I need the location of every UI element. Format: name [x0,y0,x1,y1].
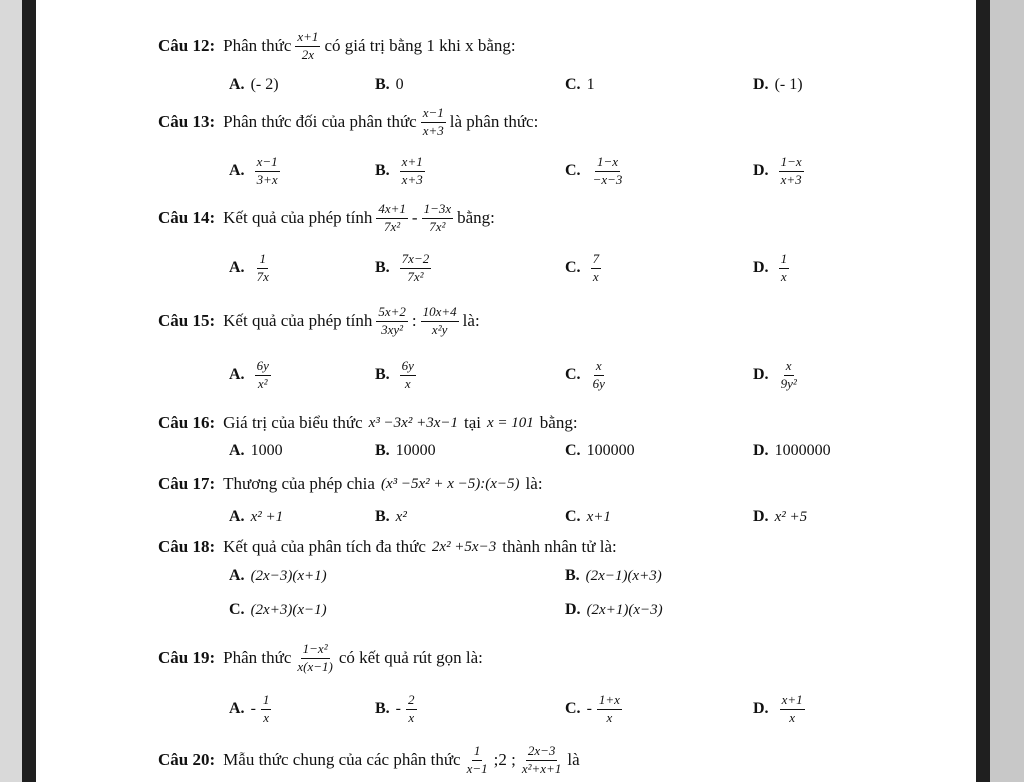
denominator: x [592,268,599,284]
fraction [421,305,459,338]
question-stem-end: có giá trị bằng 1 khi x bằng: [324,36,516,56]
option-b[interactable] [375,155,429,188]
question-12 [158,30,516,63]
denominator: 7x² [384,218,401,234]
option-label: C. [565,76,581,93]
option-text: (- 2) [250,76,279,93]
option-label: D. [565,601,581,618]
denominator: x−1 [466,760,488,776]
numerator: x−1 [255,155,280,172]
question-number: Câu 13: [158,112,216,132]
option-label: A. [229,700,245,718]
option-text: x² +1 [250,508,284,525]
option-label: D. [753,366,769,384]
question-stem: Kết quả của phân tích đa thức [223,537,426,556]
option-a[interactable] [229,359,275,392]
option-c[interactable] [565,693,626,726]
math-expression: 2x² +5x−3 [431,538,497,555]
question-19 [158,642,483,675]
option-text: (- 1) [774,76,803,93]
fraction [255,252,271,285]
denominator: 2x [301,46,315,62]
question-stem: Kết quả của phép tính [223,311,373,331]
option-label: A. [229,76,245,93]
numerator: 1 [472,744,483,761]
denominator: x [780,268,787,284]
question-20 [158,744,580,777]
numerator: 1+x [597,693,622,710]
denominator: 3xy² [381,321,404,337]
option-label: C. [565,442,581,459]
numerator: x [784,359,794,376]
question-stem: Giá trị của biểu thức [223,413,363,432]
question-number: Câu 15: [158,311,216,331]
denominator: x [789,709,795,725]
option-d[interactable] [565,601,663,619]
question-stem-end: bằng: [539,413,578,432]
fraction [597,693,622,726]
operator: - [411,208,418,228]
question-stem: Thương của phép chia [223,474,375,493]
numerator: 7 [591,252,602,269]
option-text: (2x+3)(x−1) [250,601,327,618]
numerator: 7x−2 [400,252,432,269]
option-label: C. [565,366,581,384]
numerator: 6y [400,359,416,376]
document-page [36,0,976,782]
operator: : [411,311,417,331]
option-a[interactable] [229,508,283,526]
fraction [376,202,408,235]
option-label: B. [375,442,390,459]
denominator: x [263,709,270,725]
right-window-edge [990,0,1024,782]
math-expression: x³ −3x² +3x−1 [368,414,458,431]
numerator: x+1 [295,30,320,47]
option-label: A. [229,508,245,525]
fraction [295,642,334,675]
option-c[interactable] [565,442,635,460]
numerator: 1−x [595,155,620,172]
option-label: A. [229,162,245,180]
option-label: D. [753,700,769,718]
denominator: x(x−1) [297,658,333,674]
option-label: A. [229,366,245,384]
denominator: 7x² [429,218,446,234]
denominator: 7x² [407,268,424,284]
option-label: D. [753,508,769,525]
denominator: x² [257,375,268,391]
option-c[interactable] [565,76,595,94]
left-window-edge [0,0,22,782]
fraction [255,359,271,392]
question-14 [158,202,495,235]
numerator: 4x+1 [376,202,408,219]
question-16 [158,413,578,433]
denominator: −x−3 [592,171,623,187]
fraction [779,155,804,188]
option-d[interactable] [753,155,808,188]
question-number: Câu 17: [158,474,216,493]
fraction [520,744,563,777]
question-stem-end: bằng: [457,208,495,228]
option-d[interactable] [753,693,809,726]
option-d[interactable] [753,76,803,94]
option-d[interactable] [753,442,831,460]
denominator: x [606,709,613,725]
question-stem-end: thành nhân tử là: [502,537,617,556]
denominator: 7x [256,268,269,284]
numerator: 1 [779,252,790,269]
option-text: 100000 [586,442,635,459]
option-c[interactable] [229,601,327,619]
option-c[interactable] [565,155,628,188]
question-number: Câu 19: [158,648,216,668]
option-label: B. [565,567,580,584]
question-number: Câu 18: [158,537,216,556]
option-label: A. [229,442,245,459]
option-a[interactable] [229,567,327,585]
numerator: 1−3x [422,202,454,219]
denominator: x²y [431,321,448,337]
numerator: 1 [261,693,272,710]
separator: ;2 ; [493,750,516,770]
option-label: B. [375,700,390,718]
fraction [295,30,320,63]
numerator: 10x+4 [421,305,459,322]
option-label: B. [375,366,390,384]
option-b[interactable] [375,359,420,392]
option-text: 10000 [395,442,436,459]
option-text: x+1 [586,508,611,525]
question-13 [158,106,538,139]
option-text: (2x+1)(x−3) [586,601,663,618]
option-label: B. [375,508,390,525]
option-a[interactable] [229,76,279,94]
question-number: Câu 16: [158,413,216,432]
option-label: B. [375,162,390,180]
option-label: D. [753,76,769,93]
numerator: x [594,359,604,376]
option-a[interactable] [229,155,284,188]
option-text: (2x−1)(x+3) [585,567,662,584]
option-text: 1000000 [774,442,831,459]
minus-sign: - [395,700,401,718]
option-label: C. [229,601,245,618]
question-17 [158,474,543,494]
numerator: 1−x² [301,642,330,659]
fraction [779,252,790,285]
question-18 [158,537,617,557]
numerator: 2x−3 [526,744,558,761]
numerator: 6y [255,359,271,376]
option-b[interactable] [375,693,421,726]
option-b[interactable] [565,567,662,585]
fraction [465,744,490,777]
fraction [255,155,280,188]
fraction [591,359,607,392]
option-text: 0 [395,76,404,93]
option-d[interactable] [753,508,807,526]
question-stem-end: là [567,750,580,770]
fraction [780,693,805,726]
numerator: x−1 [421,106,446,123]
numerator: 1−x [779,155,804,172]
option-d[interactable] [753,252,793,285]
question-stem-end: có kết quả rút gọn là: [338,648,483,668]
question-stem-end: là: [525,474,543,493]
question-stem-end: là phân thức: [449,112,539,132]
math-expression: (x³ −5x² + x −5):(x−5) [380,475,520,492]
fraction [406,693,417,726]
numerator: x+1 [400,155,425,172]
question-stem-mid: tại [464,413,481,432]
question-stem-end: là: [462,311,480,331]
numerator: x+1 [780,693,805,710]
option-label: B. [375,259,390,277]
option-c[interactable] [565,359,611,392]
option-a[interactable] [229,442,283,460]
question-15 [158,305,480,338]
fraction [400,252,432,285]
option-label: A. [229,567,245,584]
denominator: 6y [592,375,605,391]
denominator: 3+x [256,171,278,187]
option-a[interactable] [229,252,275,285]
option-text: 1 [586,76,595,93]
question-stem: Mẫu thức chung của các phân thức [223,750,461,770]
option-b[interactable] [375,252,435,285]
minus-sign: - [250,700,256,718]
left-gutter [22,0,36,782]
option-label: B. [375,76,390,93]
option-d[interactable] [753,359,803,392]
fraction [422,202,454,235]
fraction [779,359,799,392]
option-c[interactable] [565,508,611,526]
option-a[interactable] [229,693,275,726]
option-text: x² [395,508,407,525]
math-expression: x = 101 [487,414,534,431]
option-label: D. [753,259,769,277]
question-stem: Phân thức [223,648,292,668]
option-b[interactable] [375,442,436,460]
question-number: Câu 14: [158,208,216,228]
denominator: x+3 [780,171,802,187]
option-label: C. [565,700,581,718]
fraction [376,305,408,338]
option-label: D. [753,442,769,459]
numerator: 1 [257,252,268,269]
numerator: 5x+2 [376,305,408,322]
denominator: x+3 [422,122,444,138]
question-stem: Phân thức [223,36,292,56]
fraction [400,359,416,392]
denominator: x+3 [401,171,423,187]
denominator: x [408,709,415,725]
denominator: x [404,375,411,391]
option-text: 1000 [250,442,283,459]
question-number: Câu 20: [158,750,216,770]
option-c[interactable] [565,252,605,285]
option-text: (2x−3)(x+1) [250,567,327,584]
numerator: 2 [406,693,417,710]
fraction [421,106,446,139]
fraction [591,252,602,285]
option-label: C. [565,508,581,525]
question-stem: Phân thức đối của phân thức [223,112,417,132]
denominator: 9y² [780,375,797,391]
option-text: x² +5 [774,508,808,525]
fraction [400,155,425,188]
question-stem: Kết quả của phép tính [223,208,373,228]
option-label: D. [753,162,769,180]
denominator: x²+x+1 [521,760,562,776]
fraction [591,155,625,188]
minus-sign: - [586,700,592,718]
question-number: Câu 12: [158,36,216,56]
option-b[interactable] [375,508,407,526]
fraction [261,693,272,726]
option-label: A. [229,259,245,277]
option-label: C. [565,259,581,277]
option-label: C. [565,162,581,180]
right-gutter [976,0,990,782]
option-b[interactable] [375,76,404,94]
